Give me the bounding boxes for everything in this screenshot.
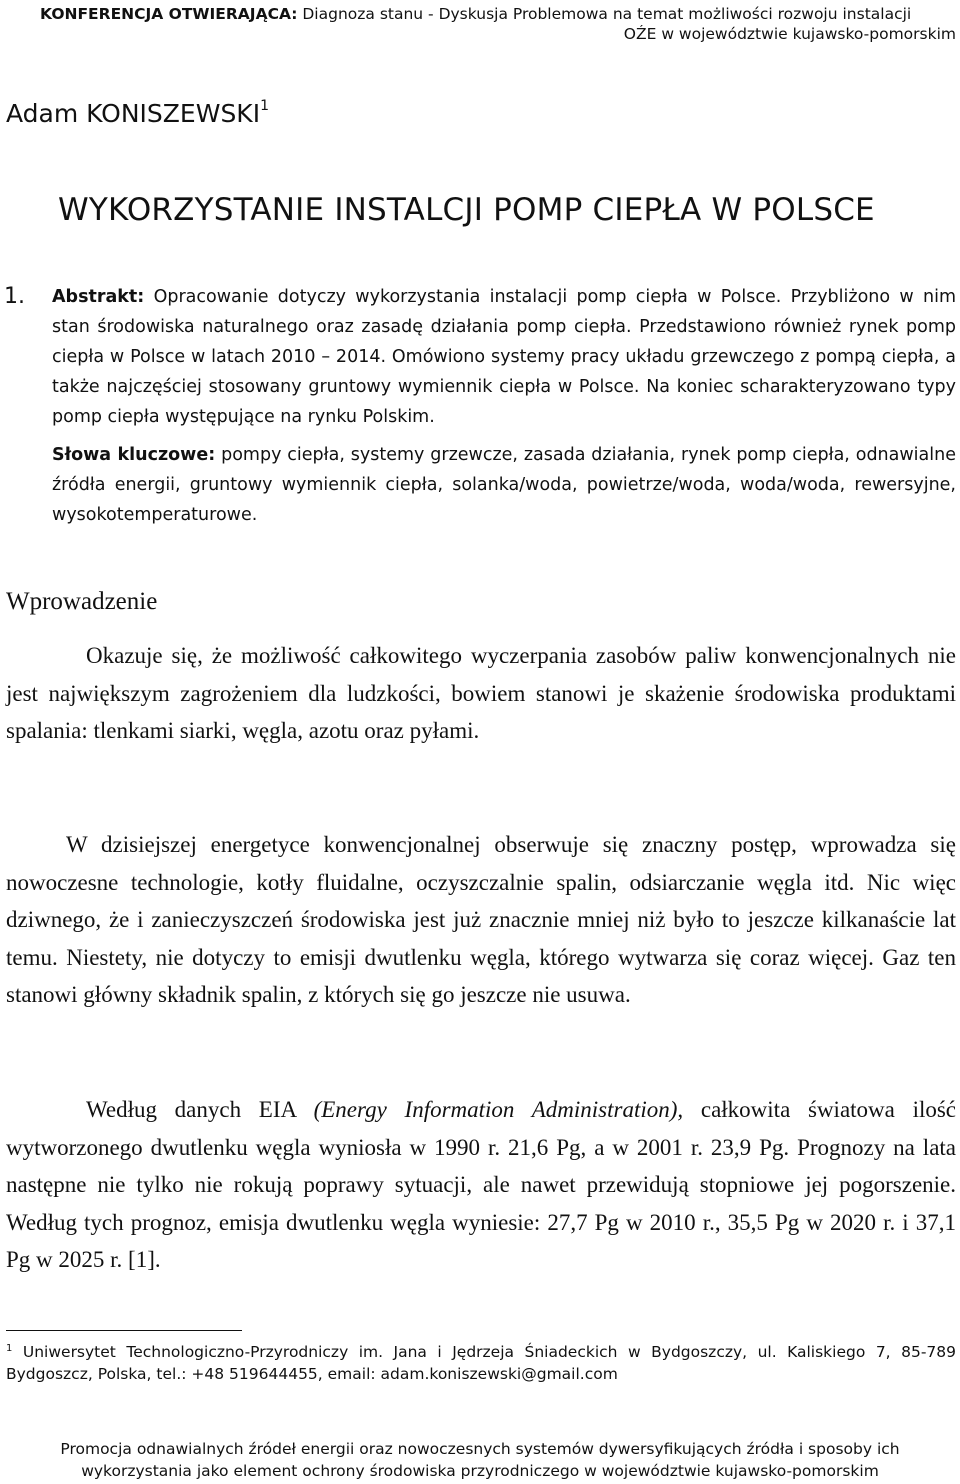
paragraph-2-text: W dzisiejszej energetyce konwencjonalnej obserwuje się znaczny postęp, wprowadza się nowoczesne technologie, kotły fluidalne, oczyszczalnie spalin, odsiarczanie węgla itd. Nic więc dziwnego, że i zanieczyszczeń środowiska jest już znacznie mniej niż było to jeszcze kilkanaście lat temu. Niestety, nie dotyczy to emisji dwutlenku węgla, którego wytwarza się coraz więcej. Gaz ten stanowi główny składnik spalin, z których się go jeszcze nie usuwa. xyxy=(6,832,956,1007)
abstract-body xyxy=(52,282,956,432)
footnote xyxy=(6,1338,956,1385)
keywords-label: Słowa kluczowe: xyxy=(52,445,216,465)
paragraph-2 xyxy=(6,826,956,1014)
conference-header xyxy=(40,4,956,44)
abstract-text: Opracowanie dotyczy wykorzystania instalacji pomp ciepła w Polsce. Przybliżono w nim stan środowiska naturalnego oraz zasadę działania pomp ciepła. Przedstawiono również rynek pomp ciepła w Polsce w latach 2010 – 2014. Omówiono systemy pracy układu grzewczego z pompą ciepła, a także najczęściej stosowany gruntowy wymiennik ciepła w Polsce. Na koniec scharakteryzowano typy pomp ciepła występujące na rynku Polskim. xyxy=(52,287,956,427)
paper-title: WYKORZYSTANIE INSTALCJI POMP CIEPŁA W POLSCE xyxy=(58,192,875,228)
conference-header-line2: OŹE w województwie kujawsko-pomorskim xyxy=(623,25,956,43)
paragraph-1 xyxy=(6,637,956,750)
author-name-text: Adam KONISZEWSKI xyxy=(6,99,261,128)
page-footer xyxy=(0,1438,960,1482)
conference-header-line1-rest: Diagnoza stanu - Dyskusja Problemowa na temat możliwości rozwoju instalacji xyxy=(302,5,912,23)
paragraph-3-italic: (Energy Information Administration), xyxy=(313,1097,684,1122)
keywords xyxy=(52,440,956,530)
conference-label: KONFERENCJA OTWIERAJĄCA: xyxy=(40,5,298,23)
author-name xyxy=(6,98,269,128)
abstract-label: Abstrakt: xyxy=(52,287,145,307)
paragraph-3 xyxy=(6,1091,956,1279)
paragraph-3-before: Według danych EIA xyxy=(86,1097,296,1122)
conference-header-line1 xyxy=(40,4,956,24)
footnote-mark: 1 xyxy=(6,1343,13,1354)
paragraph-3-after: całkowita światowa ilość wytworzonego dwutlenku węgla wyniosła w 1990 r. 21,6 Pg, a w 2001 r. 23,9 Pg. Prognozy na lata następne nie tylko nie rokują poprawy sytuacji, ale nawet przewidują stopniowe jej pogorszenie. Według tych prognoz, emisja dwutlenku węgla wyniesie: 27,7 Pg w 2010 r., 35,5 Pg w 2020 r. i 37,1 Pg w 2025 r. [1]. xyxy=(6,1097,957,1272)
section-heading: Wprowadzenie xyxy=(6,588,158,615)
footnote-divider xyxy=(6,1330,242,1331)
footnote-text: Uniwersytet Technologiczno-Przyrodniczy im. Jana i Jędrzeja Śniadeckich w Bydgoszczy, ul. Kaliskiego 7, 85-789 Bydgoszcz, Polska, tel.: +48 519644455, email: adam.koniszewski@gmail.com xyxy=(6,1343,956,1383)
footer-line1: Promocja odnawialnych źródeł energii oraz nowoczesnych systemów dywersyfikujących źródła i sposoby ich xyxy=(60,1440,900,1458)
keywords-text: pompy ciepła, systemy grzewcze, zasada działania, rynek pomp ciepła, odnawialne źródła energii, gruntowy wymiennik ciepła, solanka/woda, powietrze/woda, woda/woda, rewersyjne, wysokotemperaturowe. xyxy=(52,445,956,525)
author-footnote-mark: 1 xyxy=(260,98,269,114)
paragraph-1-text: Okazuje się, że możliwość całkowitego wyczerpania zasobów paliw konwencjonalnych nie jest największym zagrożeniem dla ludzkości, bowiem stanowi je skażenie środowiska produktami spalania: tlenkami siarki, węgla, azotu oraz pyłami. xyxy=(6,643,956,743)
abstract-number: 1. xyxy=(4,284,25,309)
abstract xyxy=(4,282,956,432)
footer-line2: wykorzystania jako element ochrony środowiska przyrodniczego w województwie kujawsko-pomorskim xyxy=(81,1462,879,1480)
